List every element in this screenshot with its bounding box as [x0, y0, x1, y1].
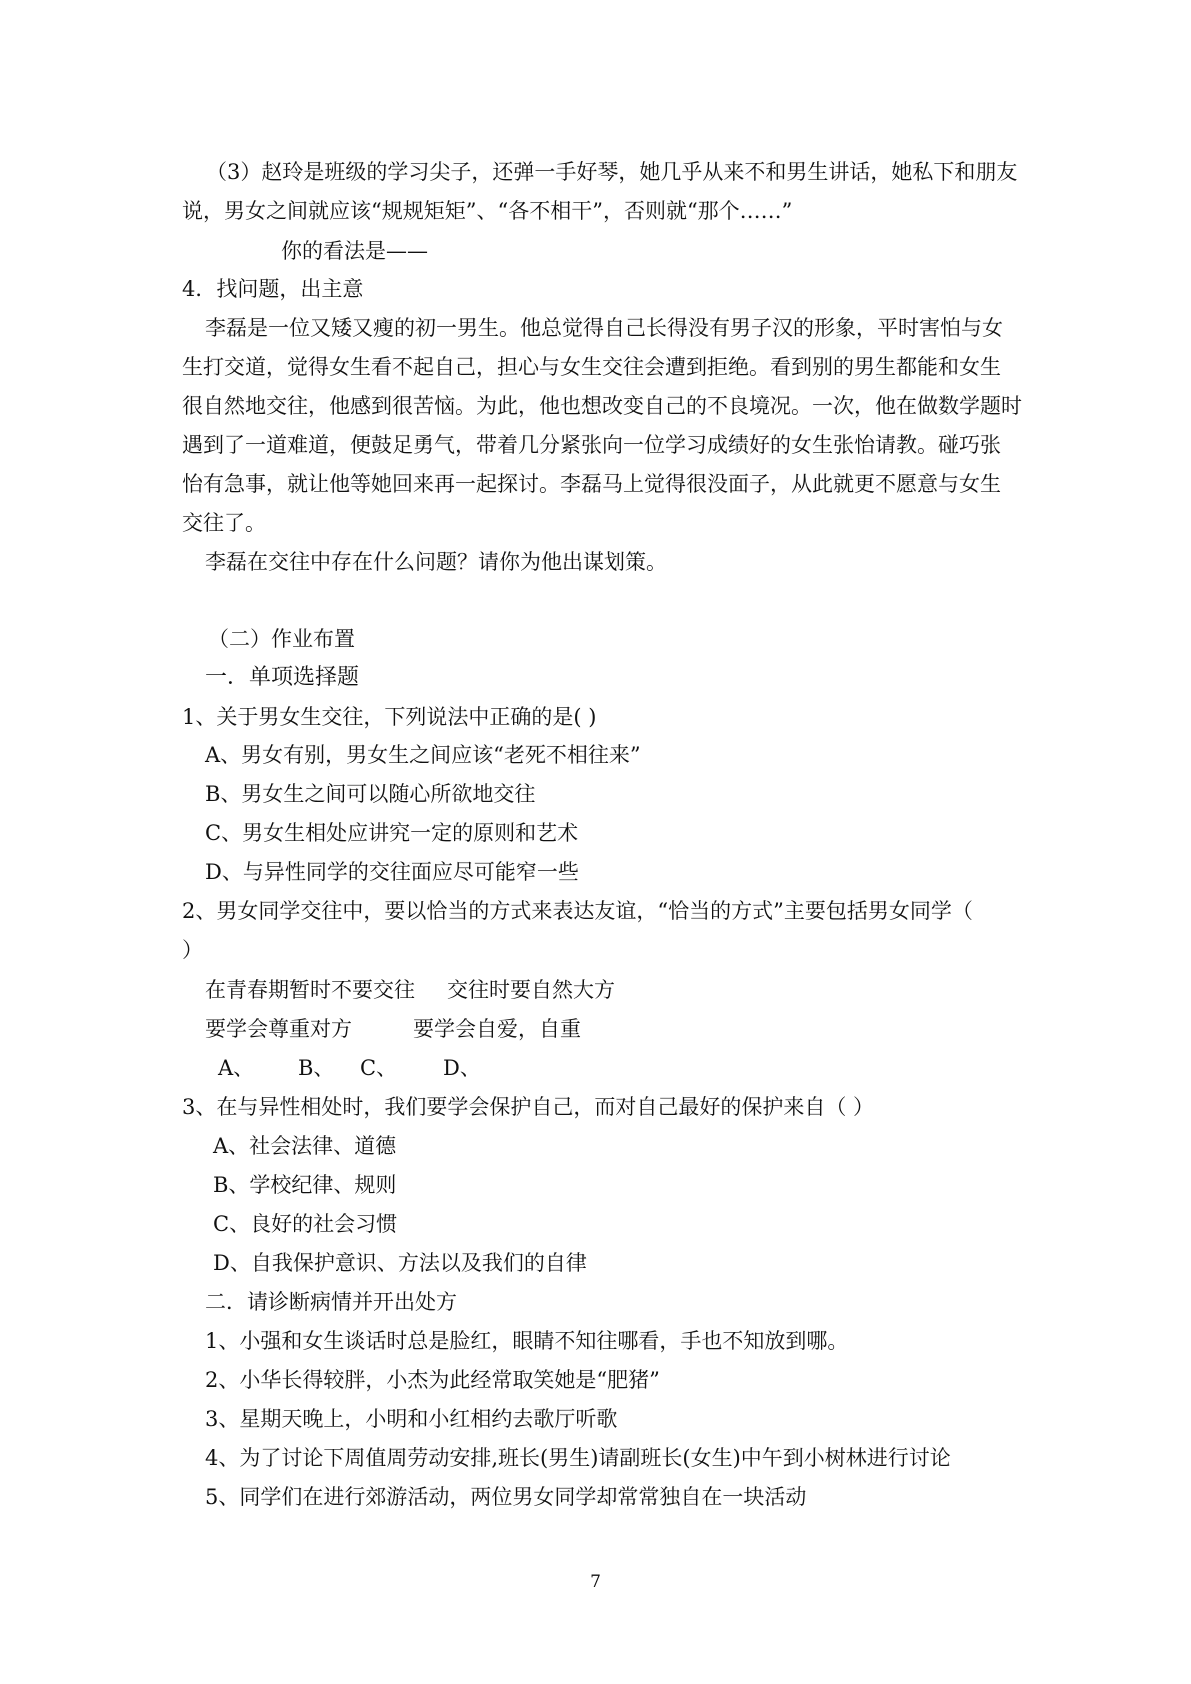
answer-option: C、男女生相处应讲究一定的原则和艺术 — [205, 821, 579, 845]
statement-item: 要学会自爱，自重 — [413, 1017, 581, 1041]
question-stem: 2、男女同学交往中，要以恰当的方式来表达友谊，“恰当的方式”主要包括男女同学（ — [182, 899, 973, 923]
paragraph-line: 说，男女之间就应该“规规矩矩”、“各不相干”，否则就“那个……” — [182, 199, 793, 223]
question-stem: 3、在与异性相处时，我们要学会保护自己，而对自己最好的保护来自（ ） — [182, 1095, 875, 1119]
page-number: 7 — [590, 1572, 601, 1592]
paragraph-line: 李磊是一位又矮又瘦的初一男生。他总觉得自己长得没有男子汉的形象，平时害怕与女 — [205, 316, 1003, 340]
statement-item: 在青春期暂时不要交往 — [205, 978, 415, 1002]
answer-option: B、学校纪律、规则 — [213, 1173, 397, 1197]
case-item: 4、为了讨论下周值周劳动安排,班长(男生)请副班长(女生)中午到小树林进行讨论 — [205, 1446, 951, 1470]
paragraph-line: 怡有急事，就让他等她回来再一起探讨。李磊马上觉得很没面子，从此就更不愿意与女生 — [182, 472, 1001, 496]
answer-option: A、社会法律、道德 — [213, 1134, 397, 1158]
case-item: 1、小强和女生谈话时总是脸红，眼睛不知往哪看，手也不知放到哪。 — [205, 1329, 849, 1353]
case-item: 5、同学们在进行郊游活动，两位男女同学却常常独自在一块活动 — [205, 1485, 807, 1509]
paragraph-line: 很自然地交往，他感到很苦恼。为此，他也想改变自己的不良境况。一次，他在做数学题时 — [182, 394, 1022, 418]
case-item: 3、星期天晚上，小明和小红相约去歌厅听歌 — [205, 1407, 618, 1431]
answer-option: A、男女有别，男女生之间应该“老死不相往来” — [205, 743, 641, 767]
paragraph-line: （3）赵玲是班级的学习尖子，还弹一手好琴，她几乎从来不和男生讲话，她私下和朋友 — [206, 160, 1018, 184]
paragraph-line: 生打交道，觉得女生看不起自己，担心与女生交往会遭到拒绝。看到别的男生都能和女生 — [182, 355, 1001, 379]
choice-label: C、 — [360, 1056, 398, 1080]
paragraph-line: 交往了。 — [182, 511, 266, 535]
question-text: 李磊在交往中存在什么问题？请你为他出谋划策。 — [205, 550, 667, 574]
section-heading: （二）作业布置 — [208, 627, 355, 651]
paragraph-line: 遇到了一道难道，便鼓足勇气，带着几分紧张向一位学习成绩好的女生张怡请教。碰巧张 — [182, 433, 1001, 457]
answer-prompt: 你的看法是—— — [281, 239, 428, 263]
choice-label: A、 — [218, 1056, 255, 1080]
choice-label: B、 — [298, 1056, 335, 1080]
answer-option: D、与异性同学的交往面应尽可能窄一些 — [205, 860, 579, 884]
statement-item: 交往时要自然大方 — [447, 978, 615, 1002]
case-item: 2、小华长得较胖，小杰为此经常取笑她是“肥猪” — [205, 1368, 660, 1392]
choice-label: D、 — [443, 1056, 481, 1080]
answer-option: C、良好的社会习惯 — [213, 1212, 398, 1236]
part-heading: 二．请诊断病情并开出处方 — [205, 1290, 457, 1314]
question-stem: ） — [182, 938, 203, 962]
answer-option: D、自我保护意识、方法以及我们的自律 — [213, 1251, 587, 1275]
part-heading: 一．单项选择题 — [205, 665, 360, 690]
question-heading: 4．找问题，出主意 — [182, 277, 364, 301]
answer-option: B、男女生之间可以随心所欲地交往 — [205, 782, 536, 806]
question-stem: 1、关于男女生交往，下列说法中正确的是( ) — [182, 705, 597, 729]
statement-item: 要学会尊重对方 — [205, 1017, 352, 1041]
